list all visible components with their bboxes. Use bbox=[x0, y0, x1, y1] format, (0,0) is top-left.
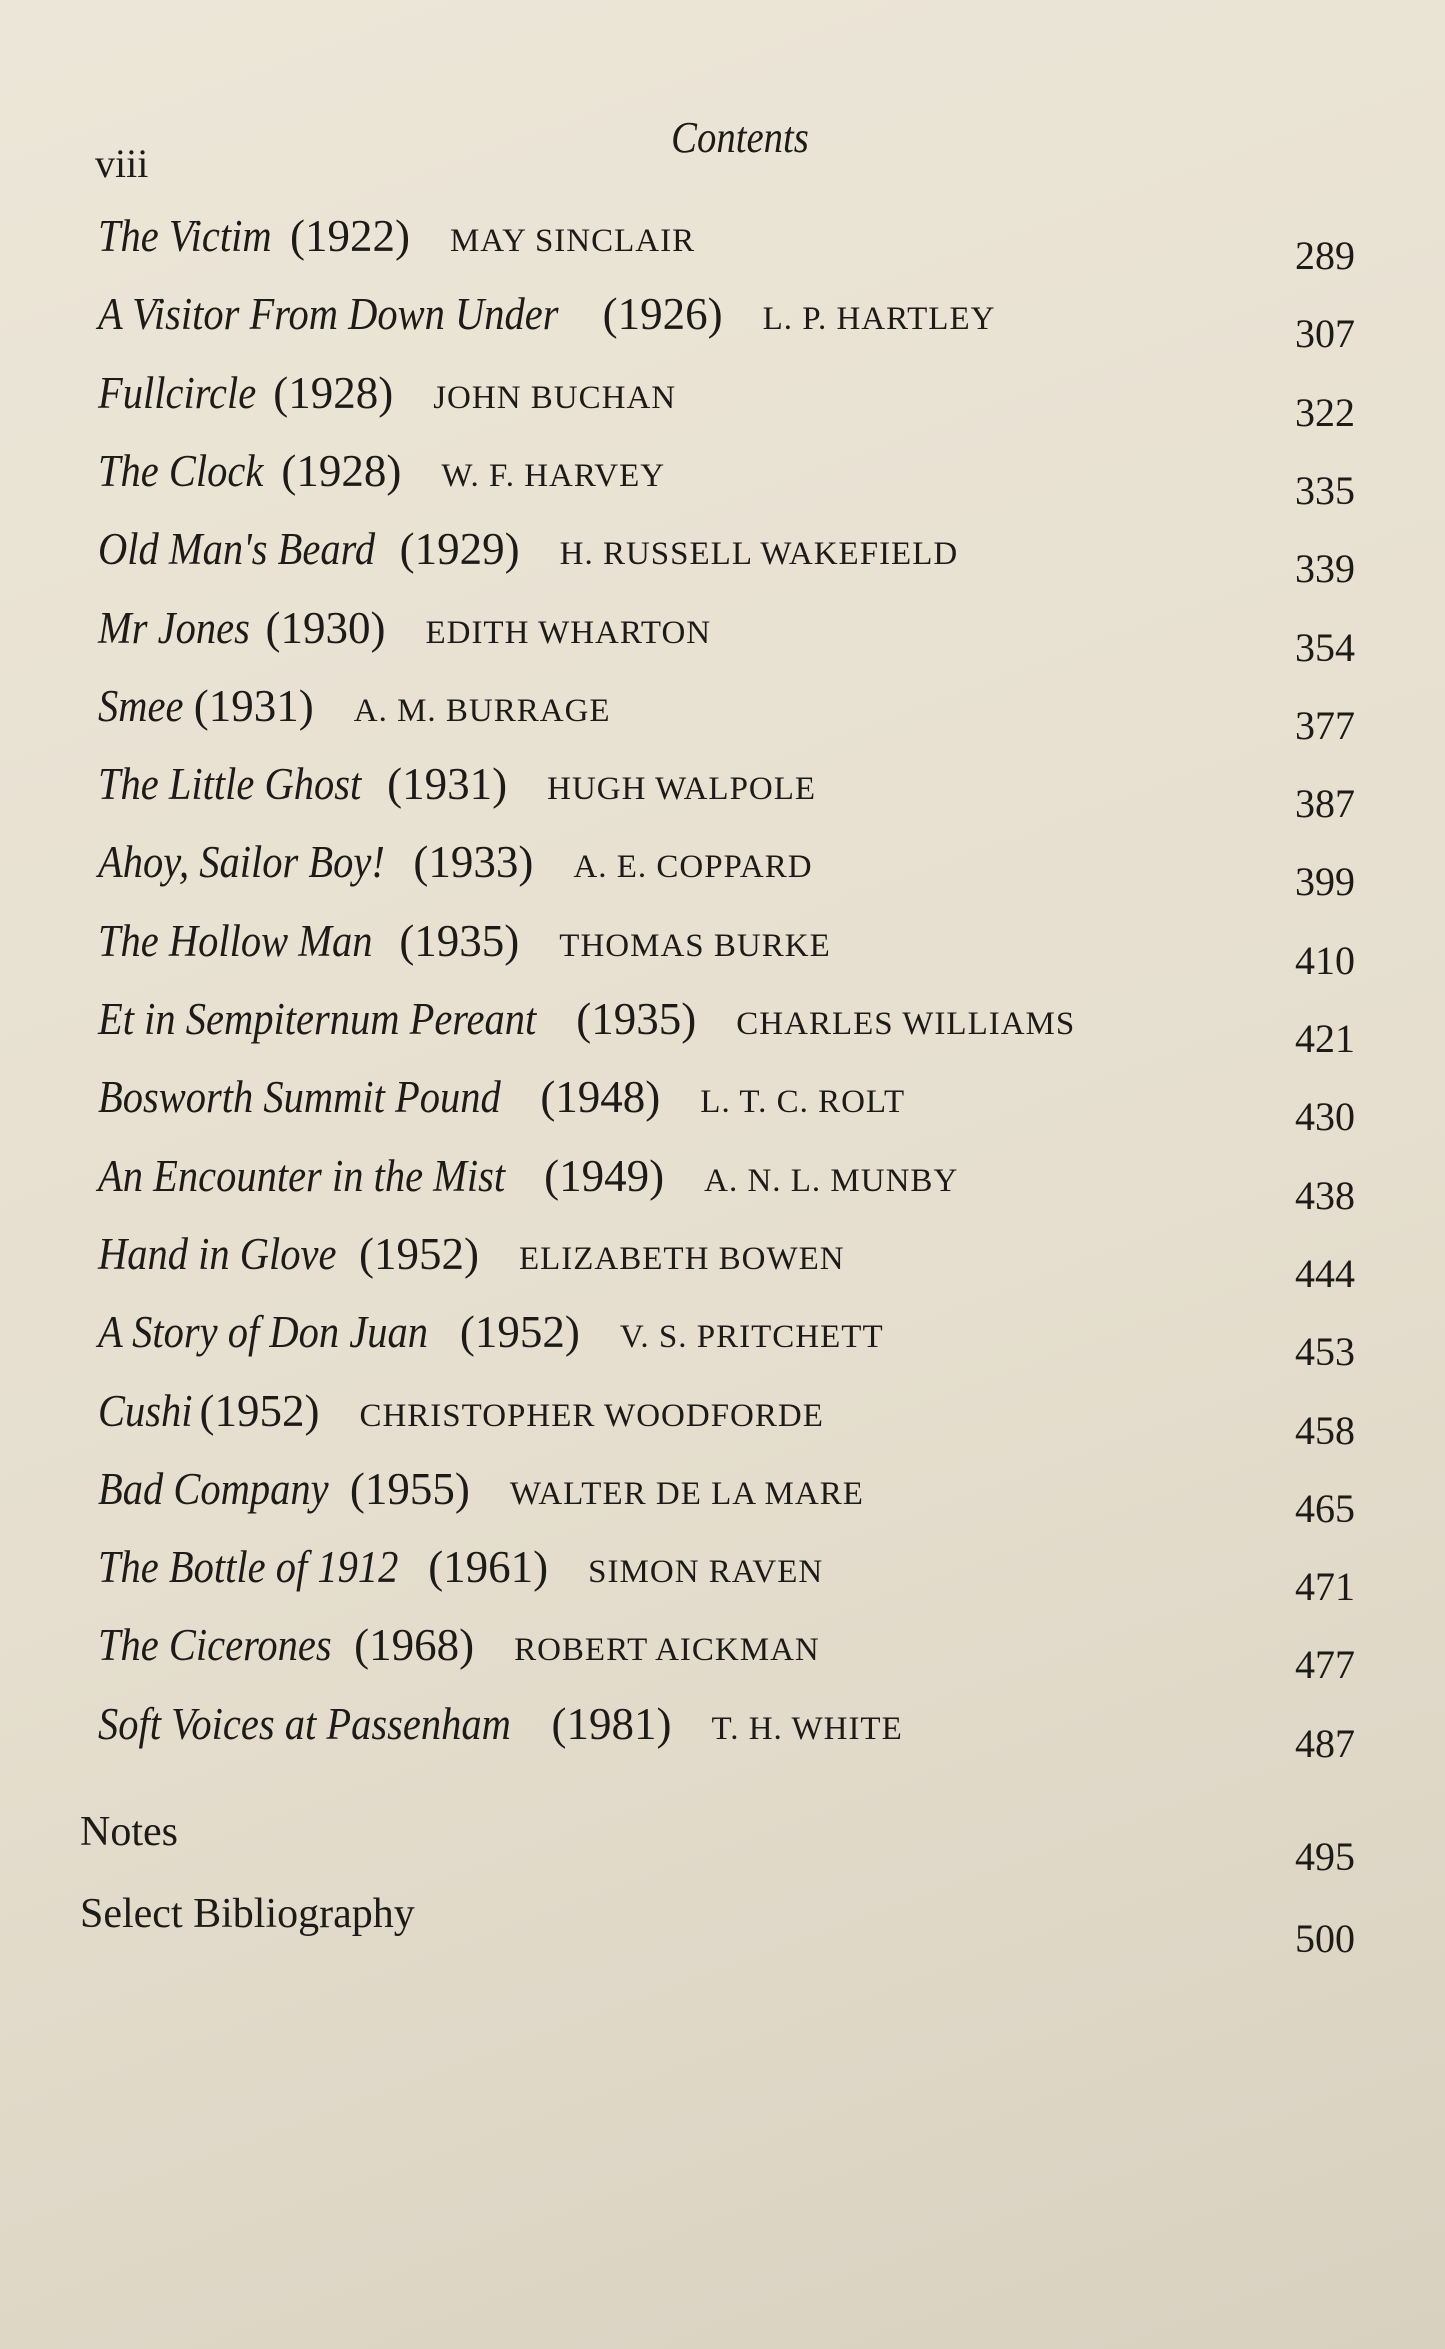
entry-title-line bbox=[98, 288, 1014, 340]
entry-page-number: 289 bbox=[1295, 233, 1355, 278]
story-title: Bosworth Summit Pound bbox=[98, 1072, 501, 1123]
contents-entry bbox=[98, 602, 1355, 672]
entry-page-number: 438 bbox=[1295, 1172, 1355, 1218]
contents-entry bbox=[98, 367, 1355, 437]
entry-title-line bbox=[98, 1228, 860, 1280]
story-author: W. F. HARVEY bbox=[441, 457, 666, 494]
entry-title-line bbox=[98, 836, 827, 888]
entry-page-number: 444 bbox=[1295, 1250, 1355, 1296]
contents-entry bbox=[98, 1541, 1355, 1611]
story-author: L. T. C. ROLT bbox=[700, 1084, 906, 1121]
story-year: (1949) bbox=[544, 1150, 665, 1201]
contents-entry bbox=[98, 1385, 1355, 1455]
contents-entry bbox=[98, 915, 1355, 985]
story-author: A. N. L. MUNBY bbox=[704, 1162, 959, 1199]
story-year: (1981) bbox=[551, 1698, 672, 1749]
story-title: The Hollow Man bbox=[98, 915, 373, 966]
entry-title-line bbox=[98, 1306, 900, 1358]
story-title: Hand in Glove bbox=[98, 1228, 337, 1279]
story-title: The Cicerones bbox=[98, 1620, 332, 1671]
entry-page-number: 421 bbox=[1295, 1016, 1355, 1061]
entry-page-number: 430 bbox=[1295, 1094, 1355, 1140]
entry-page-number: 465 bbox=[1295, 1485, 1355, 1531]
story-author: T. H. WHITE bbox=[711, 1710, 903, 1747]
entry-page-number: 399 bbox=[1295, 859, 1355, 905]
story-title: The Victim bbox=[98, 211, 272, 261]
story-year: (1935) bbox=[576, 994, 697, 1044]
entry-title-line bbox=[98, 1698, 919, 1750]
story-year: (1931) bbox=[387, 759, 508, 810]
story-title: The Little Ghost bbox=[98, 759, 362, 810]
running-header-title: Contents bbox=[671, 113, 809, 162]
entry-page-number: 458 bbox=[1295, 1407, 1355, 1453]
story-author: ELIZABETH BOWEN bbox=[518, 1240, 845, 1277]
story-author: L. P. HARTLEY bbox=[762, 301, 996, 338]
contents-entry bbox=[98, 993, 1355, 1063]
entry-title-line bbox=[98, 445, 677, 497]
story-title: Bad Company bbox=[98, 1463, 329, 1514]
story-year: (1955) bbox=[349, 1463, 470, 1514]
story-author: MAY SINCLAIR bbox=[449, 223, 696, 259]
contents-entry bbox=[98, 1150, 1355, 1220]
story-year: (1933) bbox=[413, 837, 534, 888]
contents-entry bbox=[98, 1698, 1355, 1768]
entry-page-number: 410 bbox=[1295, 937, 1355, 983]
story-author: ROBERT AICKMAN bbox=[514, 1632, 820, 1669]
entry-title-line bbox=[98, 602, 724, 654]
story-year: (1961) bbox=[428, 1542, 549, 1593]
story-author: EDITH WHARTON bbox=[425, 614, 712, 651]
story-author: JOHN BUCHAN bbox=[433, 379, 677, 416]
entry-page-number: 335 bbox=[1295, 467, 1355, 513]
entry-title-line bbox=[98, 1385, 839, 1437]
story-title: An Encounter in the Mist bbox=[98, 1150, 506, 1201]
story-author: HUGH WALPOLE bbox=[547, 771, 817, 808]
story-year: (1926) bbox=[602, 289, 723, 340]
story-year: (1930) bbox=[265, 602, 386, 653]
entry-page-number: 387 bbox=[1295, 781, 1355, 827]
story-title: Mr Jones bbox=[98, 602, 250, 653]
story-title: The Clock bbox=[98, 445, 264, 496]
story-author: V. S. PRITCHETT bbox=[619, 1319, 884, 1356]
contents-entry bbox=[98, 1228, 1355, 1298]
story-year: (1928) bbox=[281, 445, 402, 496]
back-matter-page: 500 bbox=[1295, 1916, 1355, 1961]
contents-entry bbox=[98, 758, 1355, 828]
entry-title-line bbox=[98, 758, 831, 810]
story-year: (1935) bbox=[399, 915, 520, 966]
contents-entry bbox=[98, 1463, 1355, 1533]
story-year: (1929) bbox=[399, 524, 520, 575]
entry-title-line bbox=[98, 993, 1095, 1045]
back-matter-label: Select Bibliography bbox=[80, 1891, 415, 1937]
story-title: Ahoy, Sailor Boy! bbox=[98, 837, 385, 888]
entry-title-line bbox=[98, 1071, 922, 1123]
story-year: (1931) bbox=[193, 680, 314, 731]
entry-page-number: 322 bbox=[1295, 389, 1355, 435]
story-year: (1928) bbox=[273, 367, 394, 418]
entry-page-number: 487 bbox=[1295, 1720, 1355, 1766]
story-author: THOMAS BURKE bbox=[559, 927, 831, 964]
story-title: A Visitor From Down Under bbox=[98, 289, 559, 340]
story-year: (1952) bbox=[199, 1385, 320, 1436]
entry-title-line bbox=[98, 367, 688, 419]
entry-title-line bbox=[98, 523, 976, 575]
entry-page-number: 307 bbox=[1295, 311, 1355, 357]
story-year: (1952) bbox=[358, 1228, 479, 1279]
story-author: SIMON RAVEN bbox=[588, 1554, 824, 1591]
story-author: WALTER DE LA MARE bbox=[509, 1475, 864, 1512]
entry-page-number: 477 bbox=[1295, 1642, 1355, 1688]
story-title: Cushi bbox=[98, 1385, 193, 1436]
entry-page-number: 354 bbox=[1295, 624, 1355, 670]
story-year: (1922) bbox=[289, 211, 410, 261]
page-number: viii bbox=[95, 141, 149, 186]
contents-entry bbox=[98, 836, 1355, 906]
story-author: A. M. BURRAGE bbox=[353, 692, 611, 729]
entry-page-number: 339 bbox=[1295, 546, 1355, 592]
contents-entry bbox=[98, 1306, 1355, 1376]
contents-entry bbox=[98, 1071, 1355, 1141]
story-title: Fullcircle bbox=[98, 367, 257, 418]
story-year: (1948) bbox=[540, 1072, 661, 1123]
story-title: Smee bbox=[98, 680, 184, 731]
contents-entry bbox=[98, 1619, 1355, 1689]
story-title: Old Man's Beard bbox=[98, 524, 376, 575]
back-matter-page: 495 bbox=[1295, 1834, 1355, 1879]
entry-page-number: 471 bbox=[1295, 1564, 1355, 1610]
entry-page-number: 453 bbox=[1295, 1329, 1355, 1375]
contents-entry bbox=[98, 288, 1355, 358]
story-year: (1952) bbox=[459, 1307, 580, 1358]
entry-page-number: 377 bbox=[1295, 702, 1355, 748]
back-matter-label: Notes bbox=[80, 1809, 178, 1855]
story-year: (1968) bbox=[354, 1620, 475, 1671]
entry-title-line bbox=[98, 1541, 838, 1593]
entry-title-line bbox=[98, 1463, 880, 1515]
story-title: The Bottle of 1912 bbox=[98, 1542, 399, 1593]
story-author: CHRISTOPHER WOODFORDE bbox=[359, 1397, 824, 1434]
entry-title-line bbox=[98, 915, 846, 967]
entry-title-line bbox=[98, 210, 707, 262]
story-title: Soft Voices at Passenham bbox=[98, 1698, 511, 1749]
entry-title-line bbox=[98, 1619, 834, 1671]
story-title: A Story of Don Juan bbox=[98, 1307, 428, 1358]
entry-title-line bbox=[98, 680, 621, 732]
entry-title-line bbox=[98, 1150, 976, 1202]
story-author: H. RUSSELL WAKEFIELD bbox=[559, 536, 959, 573]
contents-entry bbox=[98, 680, 1355, 750]
story-author: A. E. COPPARD bbox=[573, 849, 813, 886]
contents-entry bbox=[98, 210, 1355, 280]
story-title: Et in Sempiternum Pereant bbox=[98, 994, 537, 1044]
contents-entry bbox=[98, 445, 1355, 515]
contents-entry bbox=[98, 523, 1355, 593]
story-author: CHARLES WILLIAMS bbox=[736, 1006, 1076, 1042]
